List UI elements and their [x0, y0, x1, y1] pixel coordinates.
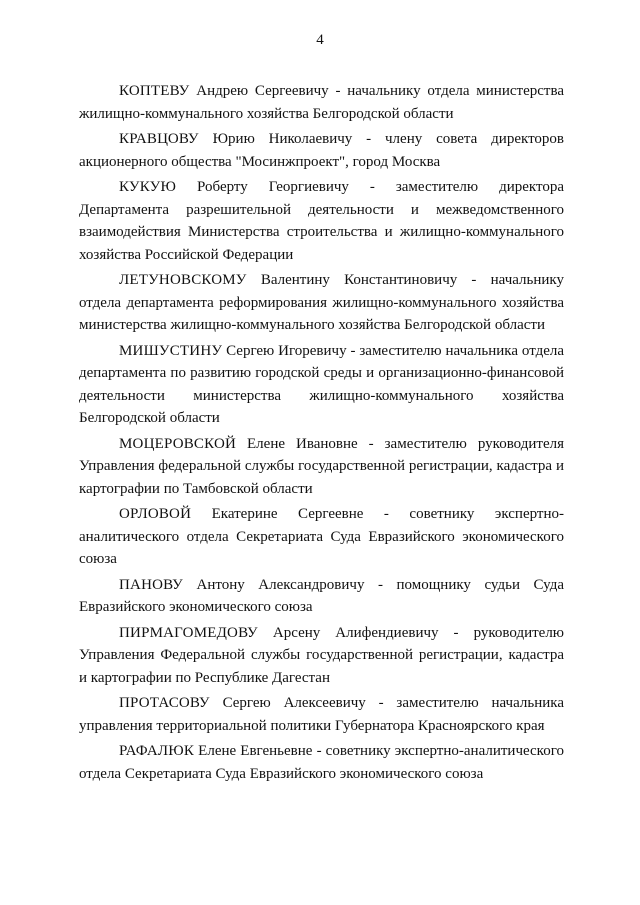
- entry-details: Валентину Константиновичу - начальнику отдела департамента реформирования жилищно-коммунального хозяйства министерства жилищно-коммунального хозяйства Белгородской области: [79, 272, 564, 333]
- list-entry: [79, 503, 564, 571]
- entry-surname: ЛЕТУНОВСКОМУ: [119, 272, 247, 288]
- entry-details: Сергею Игоревичу - заместителю начальника отдела департамента по развитию городской среды и организационно-финансовой деятельности министерства жилищно-коммунального хозяйства Белгородской области: [79, 342, 565, 426]
- entry-surname: МОЦЕРОВСКОЙ: [119, 435, 237, 452]
- entry-surname: РАФАЛЮК: [119, 743, 195, 759]
- entry-details: Андрею Сергеевичу - начальнику отдела министерства жилищно-коммунального хозяйства Белгородской области: [79, 83, 564, 122]
- entry-details: Екатерине Сергеевне - советнику экспертно-аналитического отдела Секретариата Суда Евразийского экономического союза: [79, 506, 564, 567]
- entry-details: Елене Евгеньевне - советнику экспертно-аналитического отдела Секретариата Суда Евразийского экономического союза: [79, 743, 564, 782]
- list-entry: [79, 340, 564, 430]
- list-entry: [79, 692, 564, 737]
- entry-surname: ПАНОВУ: [119, 576, 183, 593]
- list-entry: [79, 622, 564, 690]
- entry-surname: КУКУЮ: [119, 179, 177, 195]
- entry-details: Сергею Алексеевичу - заместителю начальника управления территориальной политики Губернатора Красноярского края: [79, 695, 564, 734]
- list-entry: [79, 128, 564, 173]
- list-entry: [79, 80, 564, 125]
- list-entry: [79, 433, 564, 501]
- entry-details: Юрию Николаевичу - члену совета директоров акционерного общества "Мосинжпроект", город Москва: [79, 131, 565, 170]
- entry-details: Антону Александровичу - помощнику судьи Суда Евразийского экономического союза: [79, 576, 564, 615]
- award-list: [79, 80, 564, 788]
- entry-surname: ПИРМАГОМЕДОВУ: [119, 624, 258, 641]
- list-entry: [79, 574, 564, 619]
- list-entry: [79, 740, 564, 785]
- entry-details: Елене Ивановне - заместителю руководителя Управления федеральной службы государственной регистрации, кадастра и картографии по Тамбовской области: [79, 435, 564, 497]
- entry-surname: ОРЛОВОЙ: [119, 506, 192, 522]
- page-number: 4: [316, 32, 324, 48]
- entry-surname: КОПТЕВУ: [119, 83, 190, 99]
- entry-surname: КРАВЦОВУ: [119, 131, 199, 147]
- list-entry: [79, 269, 564, 337]
- list-entry: [79, 176, 564, 266]
- entry-details: Арсену Алифендиевичу - руководителю Управления Федеральной службы государственной регистрации, кадастра и картографии по Республике Дагестан: [79, 624, 565, 686]
- entry-surname: МИШУСТИНУ: [119, 342, 223, 359]
- entry-details: Роберту Георгиевичу - заместителю директора Департамента разрешительной деятельности и межведомственного взаимодействия Министерства строительства и жилищно-коммунального хозяйства Российской Федерации: [79, 179, 564, 263]
- entry-surname: ПРОТАСОВУ: [119, 695, 210, 711]
